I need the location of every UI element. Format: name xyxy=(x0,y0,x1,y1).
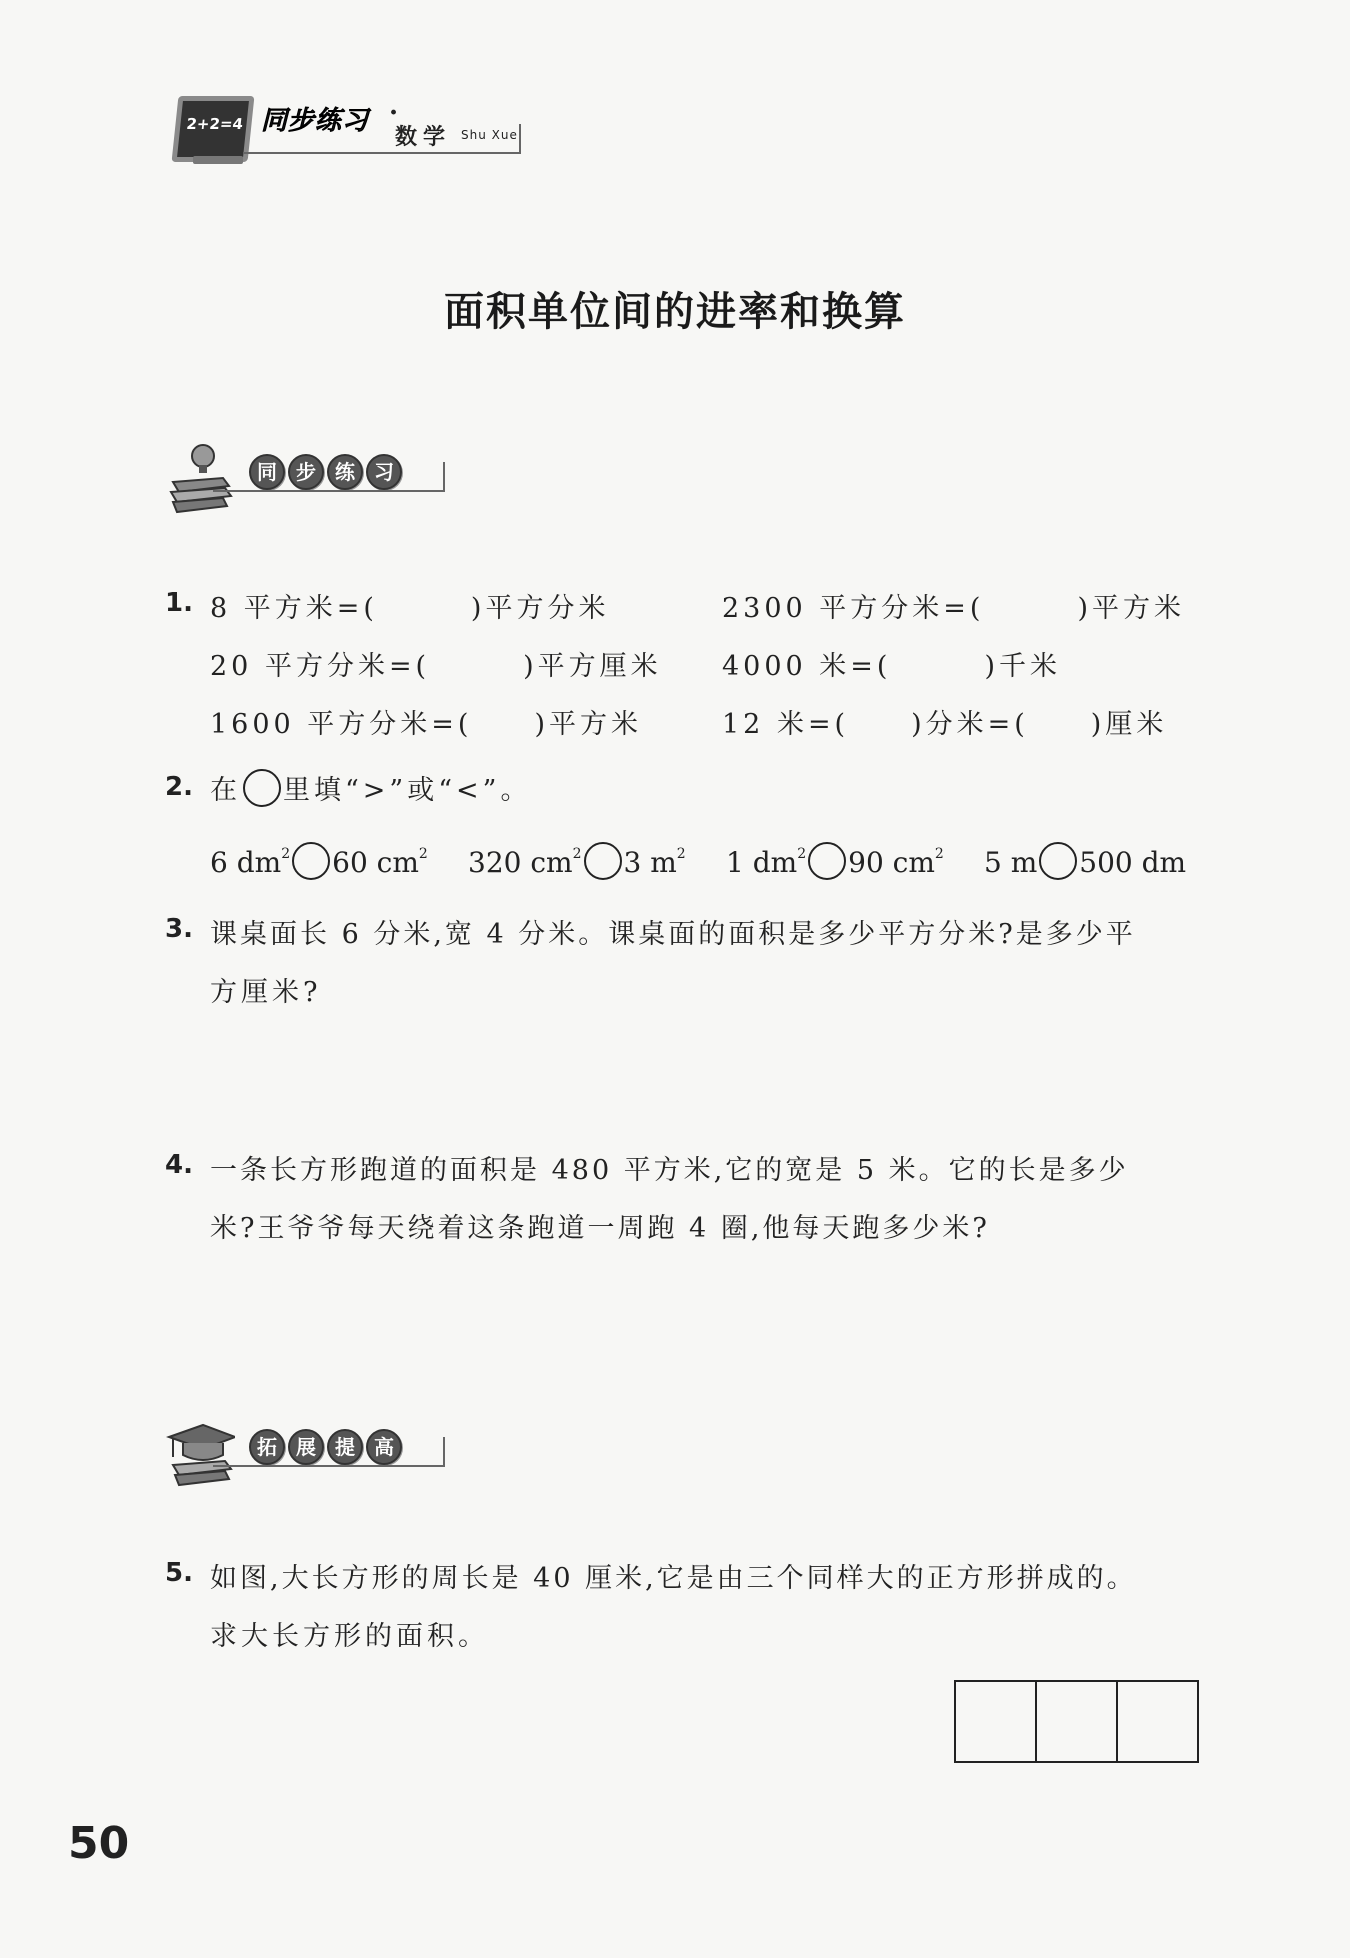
q2-pair xyxy=(726,842,944,880)
q2-right: 500 dm xyxy=(1079,846,1187,879)
chalkboard-text: 2+2=4 xyxy=(185,115,244,133)
q3-line2: 方厘米? xyxy=(210,977,322,1008)
badge-char: 习 xyxy=(366,454,402,490)
badge-char: 练 xyxy=(327,454,363,490)
q2-right-sup: 2 xyxy=(934,846,944,862)
header-rule-end xyxy=(519,124,521,154)
header-subject: 数学 xyxy=(395,125,452,150)
q3-line1: 课桌面长 6 分米,宽 4 分米。课桌面的面积是多少平方分米?是多少平 xyxy=(210,919,1136,950)
page-header xyxy=(165,88,525,170)
banner-rule xyxy=(213,1465,443,1467)
q2-left: 6 dm xyxy=(210,846,282,879)
question-number: 5. xyxy=(165,1558,193,1588)
compare-circle[interactable] xyxy=(584,842,622,880)
q1-item: 2300 平方分米=( )平方米 xyxy=(722,593,1185,624)
chalkboard-stand xyxy=(193,156,243,164)
q2-prompt-post: 里填“>”或“<”。 xyxy=(283,775,532,806)
section-banner-practice xyxy=(165,440,455,520)
graduation-cap-books-icon xyxy=(165,1415,235,1491)
header-dot: · xyxy=(389,98,399,128)
q2-left-sup: 2 xyxy=(797,846,807,862)
compare-circle[interactable] xyxy=(1039,842,1077,880)
q5-line1: 如图,大长方形的周长是 40 厘米,它是由三个同样大的正方形拼成的。 xyxy=(210,1563,1137,1594)
q2-left: 5 m xyxy=(984,846,1038,879)
q1-item: 20 平方分米=( )平方厘米 xyxy=(210,651,662,682)
compare-circle[interactable] xyxy=(292,842,330,880)
section-banner-extension xyxy=(165,1415,455,1495)
square xyxy=(1035,1680,1118,1763)
question-number: 2. xyxy=(165,772,193,802)
question-number: 1. xyxy=(165,588,193,618)
compare-circle[interactable] xyxy=(808,842,846,880)
header-pinyin: Shu Xue xyxy=(461,128,518,142)
q2-pair xyxy=(210,842,428,880)
compare-circle[interactable] xyxy=(243,769,281,807)
q2-right-sup: 2 xyxy=(676,846,686,862)
extension-badges xyxy=(249,1429,402,1465)
banner-rule xyxy=(213,490,443,492)
q1-item: 4000 米=( )千米 xyxy=(722,651,1061,682)
practice-badges xyxy=(249,454,402,490)
question-number: 3. xyxy=(165,914,193,944)
q2-right: 60 cm xyxy=(332,846,419,879)
q4-line1: 一条长方形跑道的面积是 480 平方米,它的宽是 5 米。它的长是多少 xyxy=(210,1155,1129,1186)
books-bulb-icon xyxy=(165,440,235,516)
q1-item: 1600 平方分米=( )平方米 xyxy=(210,709,642,740)
question-number: 4. xyxy=(165,1150,193,1180)
square xyxy=(1116,1680,1199,1763)
three-squares-figure xyxy=(956,1680,1199,1763)
q2-prompt xyxy=(210,768,531,807)
q2-right-sup: 2 xyxy=(418,846,428,862)
badge-char: 高 xyxy=(366,1429,402,1465)
badge-char: 步 xyxy=(288,454,324,490)
badge-char: 拓 xyxy=(249,1429,285,1465)
q2-prompt-pre: 在 xyxy=(210,775,241,806)
q1-item: 12 米=( )分米=( )厘米 xyxy=(722,709,1168,740)
q2-right: 3 m xyxy=(623,846,677,879)
q2-pair xyxy=(468,842,686,880)
badge-char: 提 xyxy=(327,1429,363,1465)
page-title: 面积单位间的进率和换算 xyxy=(444,288,906,335)
badge-char: 同 xyxy=(249,454,285,490)
q5-line2: 求大长方形的面积。 xyxy=(210,1621,489,1652)
q2-right: 90 cm xyxy=(848,846,935,879)
q2-left: 1 dm xyxy=(726,846,798,879)
q2-left-sup: 2 xyxy=(572,846,582,862)
page-number: 50 xyxy=(68,1818,130,1869)
q2-left: 320 cm xyxy=(468,846,573,879)
q2-left-sup: 2 xyxy=(281,846,291,862)
q2-pair xyxy=(984,842,1186,880)
badge-char: 展 xyxy=(288,1429,324,1465)
square xyxy=(954,1680,1037,1763)
q4-line2: 米?王爷爷每天绕着这条跑道一周跑 4 圈,他每天跑多少米? xyxy=(210,1213,990,1244)
header-title: 同步练习 xyxy=(261,106,370,136)
banner-rule-end xyxy=(443,1437,445,1467)
header-rule xyxy=(243,152,519,154)
banner-rule-end xyxy=(443,462,445,492)
q1-item: 8 平方米=( )平方分米 xyxy=(210,593,610,624)
